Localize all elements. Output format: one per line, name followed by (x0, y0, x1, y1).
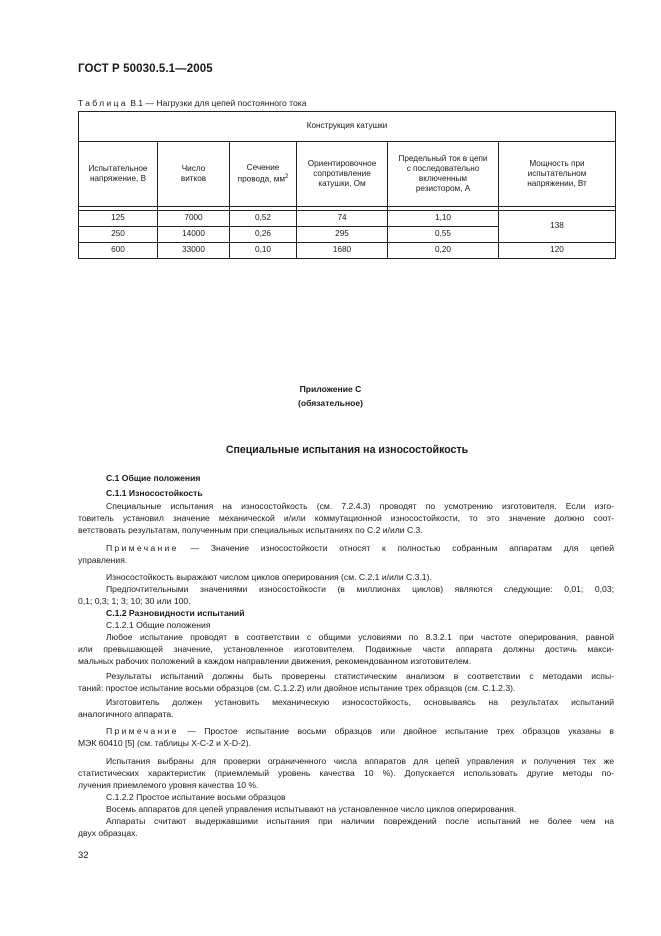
table-row: 125 7000 0,52 74 1,10 138 (79, 211, 616, 227)
paragraph-line: аналогичного аппарата. (78, 709, 174, 719)
paragraph-line: или превышающей значение, установленное изготовителем. Подвижные части аппарата должны достичь макси- (78, 644, 614, 654)
paragraph-line: Предпочтительными значениями износостойкости (в миллионах циклов) являются следующие: 0,01; 0,03; (106, 584, 614, 594)
appendix-title: Специальные испытания на износостойкость (225, 444, 469, 456)
table-caption-text: B.1 — Нагрузки для цепей постоянного тока (130, 98, 307, 108)
paragraph-line: лучения приемлемого уровня качества 10 %. (78, 780, 259, 790)
table-caption-word: Таблица (78, 98, 128, 108)
load-table (78, 111, 616, 259)
note-line: Примечание — Значение износостойкости относят к полностью собранным аппаратам для цепей (106, 543, 614, 553)
paragraph-line: Аппараты считают выдержавшими испытания при наличии повреждений после испытаний не более чем на (106, 816, 614, 826)
page-number: 32 (78, 850, 89, 861)
column-header-voltage: Испытательное напряжение, В (79, 142, 158, 207)
paragraph-line: статистических характеристик (приемлемый уровень качества 10 %). Допускается использовать другие методы по- (78, 768, 614, 778)
appendix-status: (обязательное) (297, 398, 364, 408)
paragraph-line: мальных рабочих положений в каждом направлении движения, рекомендованном изготовителем. (78, 656, 472, 666)
table-row: 250 14000 0,26 295 0,55 (79, 227, 616, 243)
paragraph-line: Любое испытание проводят в соответствии с общими условиями по 8.3.2.1 при частоте оперирования, равной (106, 632, 614, 642)
paragraph-line: Результаты испытаний должны быть проверены статистическим анализом в соответствии с методами испы- (106, 671, 614, 681)
appendix-label: Приложение С (299, 384, 362, 394)
column-header-current-limit: Предельный ток в цепи с последовательно включенным резистором, А (388, 142, 499, 207)
section-heading: С.1 Общие положения (106, 473, 201, 483)
note-line: Примечание — Простое испытание восьми образцов или двойное испытание трех образцов указаны в (106, 726, 614, 736)
section-heading: С.1.2 Разновидности испытаний (106, 608, 245, 618)
note-line: МЭК 60410 [5] (см. таблицы X-C-2 и X-D-2). (78, 738, 251, 748)
document-code: ГОСТ Р 50030.5.1—2005 (78, 63, 213, 75)
paragraph-line: таний: простое испытание восьми образцов (см. С.1.2.2) или двойное испытание трех образцов (см. С.1.2.3). (78, 683, 516, 693)
column-header-wire-section: Сечение провода, $мм^2$ (230, 142, 297, 207)
paragraph-line: Специальные испытания на износостойкость (см. 7.2.4.3) проводят по усмотрению изготовителя. Если изго- (106, 501, 614, 511)
table-row: 600 33000 0,10 1680 0,20 120 (79, 243, 616, 259)
subsection-heading: С.1.2.2 Простое испытание восьми образцов (106, 792, 286, 802)
paragraph-line: Износостойкость выражают числом циклов оперирования (см. С.2.1 и/или С.3.1). (106, 572, 432, 582)
paragraph-line: 0,1; 0,3; 1; 3; 10; 30 или 100. (78, 596, 191, 606)
section-heading: С.1.1 Износостойкость (106, 488, 203, 498)
column-header-turns: Число витков (158, 142, 230, 207)
paragraph-line: Испытания выбраны для проверки ограниченного числа аппаратов для цепей управления и получения тех же (106, 756, 614, 766)
power-merged-cell: 138 (499, 211, 616, 243)
column-header-power: Мощность при испытательном напряжении, Вт (499, 142, 616, 207)
paragraph-line: ветствовать результатам, полученным при специальных испытаниях по С.2 и/или С.3. (78, 525, 423, 535)
column-header-resistance: Ориентировочное сопротивление катушки, Ом (297, 142, 388, 207)
paragraph-line: двух образцах. (78, 828, 138, 838)
subsection-heading: С.1.2.1 Общие положения (106, 620, 211, 630)
paragraph-line: Изготовитель должен установить механическую износостойкость, основываясь на результатах испытаний (106, 697, 614, 707)
paragraph-line: Восемь аппаратов для цепей управления испытывают на установленное число циклов оперирования. (106, 804, 517, 814)
table-group-header: Конструкция катушки (79, 112, 616, 142)
paragraph-line: товитель установил значение механической и/или коммутационной износостойкости, то это значение должно соот- (78, 513, 614, 523)
note-line: управления. (78, 555, 128, 565)
table-caption (78, 98, 306, 108)
